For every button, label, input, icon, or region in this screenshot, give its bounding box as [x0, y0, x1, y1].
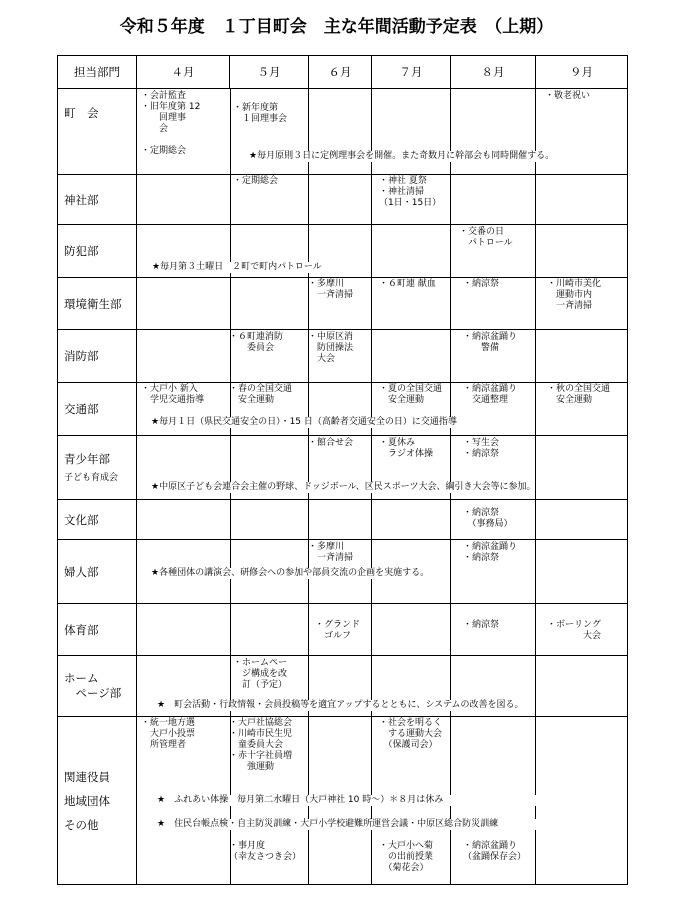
row-bunka: [58, 500, 628, 540]
row-fujin: [58, 540, 628, 604]
event-text: ・納涼盆踊り ・納涼祭: [463, 542, 518, 563]
event-text: ・事月度 （幸友さつき会）: [229, 841, 302, 862]
note-text: ★ ふれあい体操 毎月第二水曜日（大戸神社 10 時～）＊８月は休み: [157, 795, 567, 806]
note-text: ★ 町会活動・行政情報・会員投稿等を適宜アップするとともに、システムの改善を図る。: [157, 700, 524, 710]
event-text: ・敬老祝い: [545, 91, 591, 101]
header-dept: 担当部門: [58, 56, 137, 89]
row-kankyo: [58, 278, 628, 330]
event-text: ・納涼祭: [463, 620, 500, 630]
dept-label: 体育部: [64, 622, 99, 637]
dept-label: ホーム ページ部: [64, 671, 122, 700]
event-text: ・社会を明るく する運動大会 （保護司会）: [379, 718, 443, 750]
row-chokai: [58, 89, 628, 175]
page-title: 令和５年度 １丁目町会 主な年間活動予定表 （上期）: [119, 17, 554, 37]
event-text: ・大戸社協総会 ・川崎市民生児 童委員大会 ・赤十字社員増 強運動: [229, 718, 293, 772]
header-april: ４月: [137, 56, 230, 89]
event-text: ・中原区消 防団操法 大会: [308, 332, 354, 364]
header-june: ６月: [309, 56, 372, 89]
event-text: ・館合せ会: [308, 438, 354, 448]
dept-label: 文化部: [64, 512, 99, 527]
dept-label: 防犯部: [64, 244, 99, 258]
event-text: ・大戸小へ菊 の出前授業 （菊花会）: [379, 841, 434, 873]
row-kanren: [58, 717, 628, 885]
event-text: ・大戸小 新入 学児交通指導: [141, 384, 205, 405]
note-text: ★各種団体の講演会、研修会への参加や部員交流の企画を実施する。: [151, 568, 430, 578]
row-seishonen: [58, 436, 628, 500]
row-taiiku: [58, 604, 628, 656]
event-text: ・多摩川 一斉清掃: [308, 279, 354, 300]
event-text: ・ホームペー ジ構成を改 訂（予定）: [233, 658, 288, 690]
row-shobo: [58, 330, 628, 383]
event-text: ・夏休み ラジオ体操: [379, 438, 434, 459]
note-text: ★中原区子ども会連合会主催の野球、ドッジボール、区民スポーツ大会、綱引き大会等に参加。: [151, 482, 536, 492]
event-text: ・納涼盆踊り （盆踊保存会）: [463, 841, 527, 862]
event-text: ・納涼祭: [463, 279, 500, 289]
event-text: ・川崎市美化 運動市内 一斉清掃: [547, 279, 602, 311]
header-august: ８月: [451, 56, 536, 89]
event-text: ・秋の全国交通 安全運動: [547, 384, 611, 405]
row-homepage: [58, 656, 628, 717]
note-text: ★ 住民台帳点検・自主防災訓練・大戸小学校避難所運営会議・中原区総合防災訓練: [157, 819, 617, 830]
schedule-table: [57, 55, 628, 885]
event-text: ・定期総会: [233, 176, 279, 186]
event-text: ・６町連 献血: [379, 279, 436, 289]
dept-label: 神社部: [64, 192, 99, 207]
event-text: ・統一地方選 大戸小投票 所管理者: [141, 718, 196, 750]
event-text: ・神社 夏祭 ・神社清掃 （1日・15日）: [379, 176, 442, 208]
dept-label: 町 会: [64, 106, 99, 120]
header-july: ７月: [372, 56, 451, 89]
note-text: ★毎月原則３日に定例理事会を開催。また奇数月に幹部会も同時開催する。: [249, 151, 555, 161]
header-september: ９月: [536, 56, 628, 89]
dept-label: 青少年部: [64, 451, 110, 466]
header-may: ５月: [230, 56, 309, 89]
event-text: ・納涼祭 （事務局）: [463, 508, 513, 529]
event-text: ・新年度第 １回理事会: [233, 103, 288, 124]
dept-label: 交通部: [64, 402, 99, 416]
note-text: ★毎月第３土曜日 ２町で町内パトロール: [152, 262, 322, 272]
dept-label: 関連役員 地域団体 その他: [64, 769, 110, 832]
event-text: ・会計監査 ・旧年度第 12 回理事 会 ・定期総会: [141, 91, 201, 156]
row-bohan: [58, 225, 628, 278]
dept-sub-label: 子ども育成会: [64, 472, 119, 483]
event-text: ・春の全国交通 安全運動: [229, 384, 293, 405]
dept-label: 消防部: [64, 349, 99, 363]
row-jinja: [58, 175, 628, 225]
event-text: ・納涼盆踊り 交通整理: [463, 384, 518, 405]
dept-label: 婦人部: [64, 564, 99, 579]
event-text: ・ボーリング 大会: [547, 620, 602, 641]
header-row: [58, 56, 628, 89]
event-text: ・納涼盆踊り 警備: [463, 332, 518, 353]
event-text: ・６町連消防 委員会: [229, 332, 284, 353]
event-text: ・グランド ゴルフ: [315, 620, 361, 641]
row-kotsu: [58, 383, 628, 436]
event-text: ・交番の日 パトロール: [459, 227, 513, 248]
event-text: ・夏の全国交通 安全運動: [379, 384, 443, 405]
note-text: ★毎月１日（県民交通安全の日）・15 日（高齢者交通安全の日）に交通指導: [151, 417, 457, 427]
event-text: ・写生会 ・納涼祭: [463, 438, 500, 459]
dept-label: 環境衛生部: [64, 296, 122, 311]
event-text: ・多摩川 一斉清掃: [308, 542, 354, 563]
